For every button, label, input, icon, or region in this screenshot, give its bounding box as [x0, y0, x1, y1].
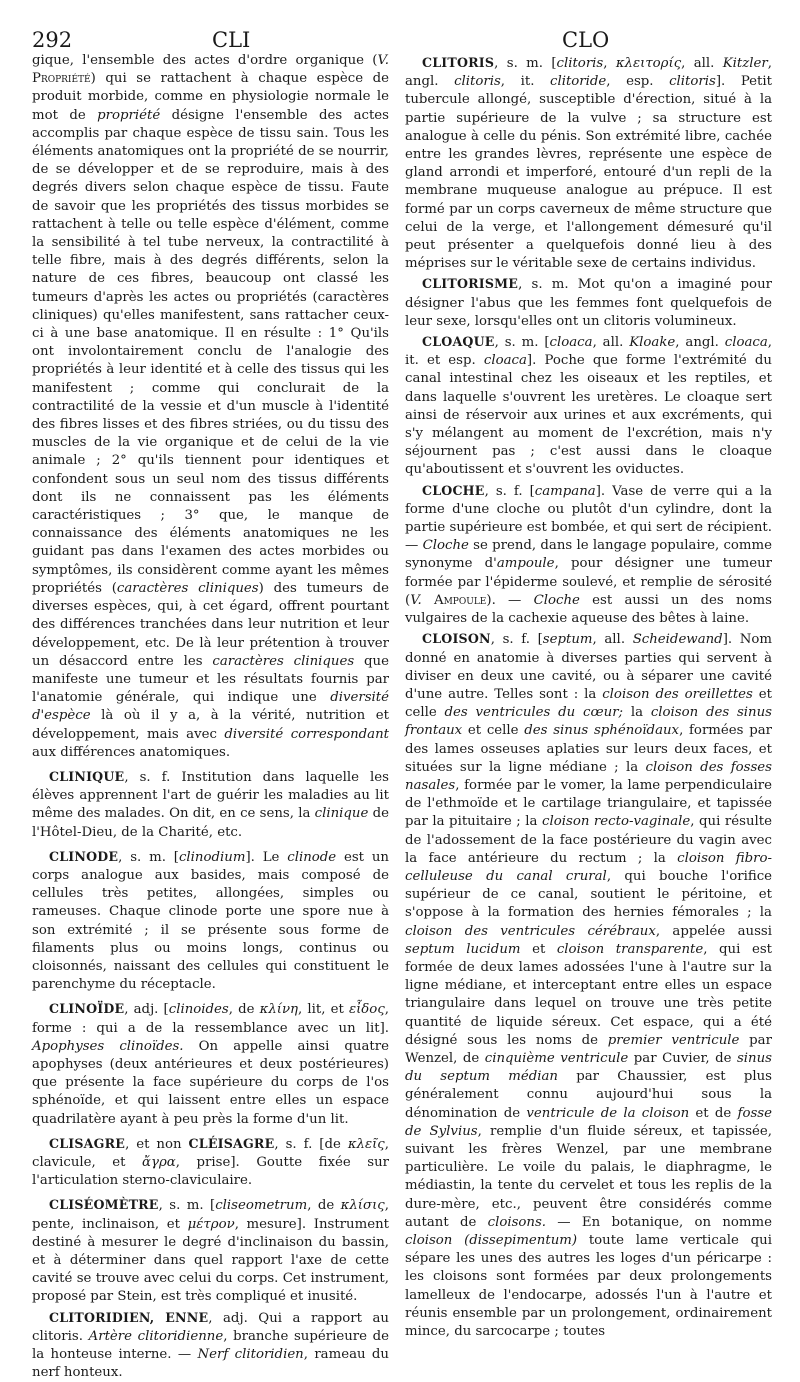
text-run: et [520, 941, 557, 957]
headword: CLÉISAGRE [188, 1135, 275, 1151]
italic-text: cloisons. [487, 1214, 547, 1230]
text-run: , de [307, 1198, 341, 1214]
italic-text: clinode [287, 849, 337, 865]
text-run: de l'Hôtel-Dieu, de la Charité, etc. [32, 806, 389, 840]
text-run: , angl. [405, 56, 772, 90]
text-run: , [603, 56, 616, 71]
text-run: ]. Nom donné en anatomie à diverses parties qui servent à diviser en deux une cavité, ou à séparer une cavité d'une autre. Telles sont : la [405, 632, 773, 702]
text-run: , remplie d'un fluide séreux, et tapissée, suivant les frères Wenzel, par une membrane particulière. Le voile du palais, le diaphragme, le médiastin, la tente du cervelet et tous les replis de la dure-mère, etc., peuvent être considérés comme autant de [405, 1123, 772, 1230]
text-run: , appelée aussi [655, 923, 772, 939]
text-run: la [623, 705, 651, 721]
text-run: par Cuvier, de [628, 1050, 737, 1066]
italic-text: cloison des oreillettes [602, 686, 753, 702]
italic-text: clinique [314, 806, 369, 822]
text-run: , qui est formée de deux lames adossées l'une à l'autre sur la ligne médiane, et interceptant entre elles un espace triangulaire dans lequel on trouve une très petite quantité de liquide séreux. Cet espace, qui a été désigné sous les noms de [405, 941, 772, 1048]
page-number: 292 [32, 28, 73, 52]
text-run: , pour désigner une tumeur formée par l'épiderme soulevé, et remplie de sérosité ( [405, 556, 772, 608]
italic-text: clitoride [550, 74, 607, 90]
entry-cloche [405, 482, 772, 629]
text-run: , s. m. Mot qu'on a imaginé pour désigner l'abus que les femmes font quelquefois de leur sexe, lorsqu'elles ont un clitoris volumineux. [405, 277, 772, 329]
italic-text: V. [410, 592, 422, 608]
text-run: , prise]. Goutte fixée sur l'articulation sterno-claviculaire. [32, 1154, 389, 1189]
entry-cliseometre [32, 1196, 389, 1306]
text-run: , forme : qui a de la ressemblance avec un lit]. [32, 1002, 389, 1036]
text-run: , s. f. Institution dans laquelle les élèves apprennent l'art de guérir les maladies au lit même des malades. On dit, en ce sens, la [32, 769, 389, 822]
entry-clitoridien [32, 1309, 389, 1382]
italic-text: diversité correspondant [224, 726, 389, 742]
italic-text: septum [542, 632, 593, 648]
italic-text: εἶδος [348, 1002, 385, 1018]
text-run: , clavicule, et [32, 1136, 389, 1170]
italic-text: ampoule [496, 556, 555, 572]
entry-cloaque [405, 333, 772, 480]
italic-text: cloaca [549, 335, 593, 351]
entry-clinode [32, 848, 389, 995]
italic-text: Scheidewand [632, 632, 723, 648]
entry-clitoris [405, 54, 772, 273]
text-run: par Chaussier, est plus généralement connu aujourd'hui sous la dénomination de [405, 1069, 772, 1121]
italic-text: cloison transparente [556, 941, 704, 957]
headword: CLINOÏDE [49, 1001, 125, 1017]
text-run: , formées par des lames osseuses aplaties sur leurs deux faces, et situées sur la ligne médiane ; la [405, 723, 772, 775]
text-run: ) qui se rattachent à chaque espèce de produit morbide, comme en physiologie normale le mot de [32, 71, 389, 123]
italic-text: cloison des ventricules cérébraux [405, 923, 656, 939]
text-run: gique, l'ensemble des actes d'ordre organique ( [32, 53, 378, 68]
entry-cloison [405, 630, 772, 1341]
text-run: que manifeste une tumeur et les résultats fournis par l'anatomie générale, qui indique une [32, 653, 389, 706]
headword: CLINODE [49, 848, 119, 864]
italic-text: cliseometrum [215, 1198, 308, 1214]
italic-text: cloaca [724, 335, 768, 351]
text-run: ]. Poche que forme l'extrémité du canal intestinal chez les oiseaux et les reptiles, et dans laquelle s'ouvrent les uretères. Le cloaque sert ainsi de réservoir aux urines et aux excréments, qui s'y mélangent au moment de l'excrétion, mais n'y séjournent pas ; c'est aussi dans le cloaque qu'aboutissent et s'ouvrent les oviductes. [405, 353, 772, 478]
italic-text: fosse de Sylvius [405, 1105, 772, 1139]
text-run: , formée par le vomer, la lame perpendiculaire de l'ethmoïde et le cartilage triangulaire, et tapissée par la pituitaire ; la [405, 777, 772, 830]
italic-text: Cloche [422, 538, 469, 554]
italic-text: κλίσις [340, 1198, 385, 1214]
text-run: ]. Vase de verre qui a la forme d'une cloche ou plutôt d'un cylindre, dont la partie supérieure est bombée, et qui sert de récipient. — [405, 483, 772, 554]
entry-clisagre [32, 1135, 389, 1191]
text-run: , de [228, 1002, 260, 1018]
headword: CLISÉOMÈTRE [49, 1197, 159, 1213]
italic-text: caractères cliniques [212, 653, 355, 669]
text-run: — En botanique, on nomme [546, 1214, 773, 1230]
italic-text: ventricule de la cloison [526, 1105, 690, 1121]
italic-text: septum lucidum [405, 941, 521, 957]
italic-text: propriété [97, 107, 161, 123]
text-run: , s. f. [ [490, 632, 543, 648]
text-run: , mesure]. Instrument destiné à mesurer le degré d'inclinaison du bassin, et à déterminer dans quel rapport l'axe de cette cavité se trouve avec celui du corps. Cet instrument, proposé par Stein, est très compliqué et inusité. [32, 1216, 389, 1305]
italic-text: clitoris [556, 56, 604, 71]
italic-text: caractères cliniques [116, 580, 259, 596]
italic-text: Nerf clitoridien [197, 1347, 304, 1363]
italic-text: cloison fibro-celluleuse du canal crural [405, 850, 772, 884]
text-run: , s. f. [de [274, 1136, 348, 1152]
text-run: , rameau du nerf honteux. [32, 1347, 389, 1381]
italic-text: clinoides [168, 1002, 229, 1018]
text-run: , all. [592, 335, 630, 351]
text-run: , adj. Qui a rapport au clitoris. [32, 1310, 389, 1344]
italic-text: clitoris [454, 74, 501, 90]
text-run: , s. m. [ [494, 56, 557, 71]
italic-text: cloison recto-vaginale [542, 814, 691, 830]
italic-text: κλεῖς [347, 1136, 385, 1152]
italic-text: μέτρον [187, 1216, 235, 1232]
italic-text: κλίνη [259, 1002, 299, 1018]
text-run: ]. Le [245, 849, 288, 865]
text-run: On appelle ainsi quatre apophyses (deux antérieures et deux postérieures) que présente la face supérieure du corps de l'os sphénoïde, et qui laissent entre elles un espace quadrilatère ayant à peu près la forme d'un lit. [32, 1038, 389, 1127]
text-run: , all. [681, 56, 723, 71]
headword: CLISAGRE [49, 1135, 126, 1151]
italic-text: κλειτορίς [615, 56, 682, 71]
small-caps-text: Propriété [32, 71, 91, 87]
text-run: ) des tumeurs de diverses espèces, qui, à cet égard, offrent pourtant des différences tranchées dans leur nutrition et leur développement, etc. De là leur prétention à trouver un désaccord entre les [32, 580, 389, 669]
italic-text: des ventricules du cœur; [444, 705, 624, 721]
text-run: , it. et esp. [405, 335, 773, 369]
italic-text: Artère clitoridienne [88, 1328, 224, 1344]
italic-text: ἄγρα [142, 1154, 176, 1170]
text-run: , pente, inclinaison, et [32, 1198, 389, 1232]
entry-clinoide [32, 1000, 389, 1128]
text-run: , s. f. [ [484, 483, 535, 499]
italic-text: cloison des sinus frontaux [405, 705, 772, 739]
text-run: et celle [462, 723, 525, 739]
text-run: désigne l'ensemble des actes accomplis par chaque espèce de tissu sain. Tous les éléments anatomiques ont la propriété de se nourrir, de se développer et de se reproduire, mais à des degrés divers selon chaque espèce de tissu. Faute de savoir que les propriétés des tissus morbides se rattachent à telle ou telle espèce d'élément, comme la sensibilité à tel tube nerveux, la contractilité à telle fibre, mais à des degrés différents, selon la nature de ces fibres, beaucoup ont classé les tumeurs d'après les actes ou propriétés (caractères cliniques) qu'elles manifestent, sans rattacher ceux-ci à une base anatomique. Il en résulte : 1° Qu'ils ont involontairement conclu de l'analogie des propriétés à leur identité et à celle des tissus qui les manifestent ; comme qui conclurait de la contractilité de la vessie et d'un muscle à l'identité des fibres lisses et des fibres striées, ou du tissu des muscles de la vie organique et de celui de la vie animale ; 2° qu'ils tiennent pour identiques et confondent sous un seul nom des tissus différents dont ils ne connaissent pas les éléments caractéristiques ; 3° que, le manque de connaissance des éléments anatomiques ne les guidant pas dans l'examen des actes morbides ou symptômes, ils considèrent comme ayant les mêmes propriétés ( [32, 107, 390, 596]
headword: CLITORIDIEN, ENNE [49, 1309, 209, 1325]
text-run: , qui bouche l'orifice supérieur de ce canal, soutient le péritoine, et s'oppose à la formation des hernies fémorales ; la [405, 868, 773, 921]
text-run: , s. m. [ [118, 849, 179, 865]
italic-text: Kloake [629, 335, 676, 351]
text-run: , esp. [606, 74, 670, 90]
text-run: ). — [486, 592, 534, 608]
text-run: et celle [405, 686, 772, 721]
italic-text: cloaca [483, 353, 527, 369]
italic-text: V. [377, 53, 389, 68]
right-column [405, 52, 772, 1341]
text-run: là où il y a, à la vérité, nutrition et développement, mais avec [32, 708, 389, 742]
text-run: , s. m. [ [158, 1198, 216, 1214]
continuation-paragraph [32, 52, 389, 762]
italic-text: Cloche [533, 592, 580, 608]
italic-text: des sinus sphénoïdaux [524, 723, 680, 739]
text-run [422, 593, 434, 608]
text-run: , s. m. [ [494, 335, 550, 351]
italic-text: cloison (dissepimentum) [405, 1233, 578, 1248]
text-run: , qui résulte de l'adossement de la face postérieure du vagin avec la face antérieure du rectum ; la [405, 814, 772, 866]
text-run: , all. [592, 632, 633, 648]
headword: CLITORISME [422, 276, 519, 292]
text-run: , adj. [ [124, 1002, 169, 1018]
text-run: est un corps analogue aux basides, mais composé de cellules très petites, allongées, simples ou rameuses. Chaque clinode porte une spore nue à son extrémité ; il se présente sous forme de filaments plus ou moins longs, continus ou cloisonnés, naissant des cellules qui constituent le parenchyme du réceptacle. [32, 849, 389, 993]
italic-text: diversité d'espèce [32, 690, 389, 724]
headword: CLOCHE [422, 482, 485, 498]
headword: CLOISON [422, 631, 491, 647]
italic-text: clinodium [178, 849, 246, 865]
italic-text: Apophyses clinoïdes. [32, 1038, 184, 1054]
headword: CLITORIS [422, 55, 495, 70]
headword: CLOAQUE [422, 334, 495, 350]
italic-text: cloison des fosses nasales [405, 759, 772, 793]
text-run: , et non [125, 1136, 189, 1152]
text-run: et de [689, 1105, 738, 1121]
italic-text: Kitzler [722, 56, 768, 71]
text-run: toute lame verticale qui sépare les unes des autres les loges d'un péricarpe : les cloisons sont formées par deux prolongements lamelleux de l'endocarpe, adossés l'un à l'autre et réunis ensemble par un prolongement, ordinairement mince, du sarcocarpe ; toutes [405, 1233, 772, 1340]
text-run: , branche supérieure de la honteuse interne. — [32, 1328, 390, 1363]
text-run: est aussi un des noms vulgaires de la cachexie aqueuse des bêtes à laine. [405, 592, 772, 627]
italic-text: clitoris [669, 74, 716, 90]
left-column [32, 52, 389, 1382]
text-run: , angl. [675, 335, 725, 351]
text-run: se prend, dans le langage populaire, comme synonyme d' [405, 538, 772, 572]
text-run: , lit, et [298, 1002, 349, 1018]
entry-clitorisme [405, 275, 772, 331]
text-run: , it. [500, 74, 550, 90]
text-run: aux différences anatomiques. [32, 744, 231, 760]
italic-text: cinquième ventricule [484, 1050, 629, 1066]
running-head-right: CLO [562, 28, 610, 52]
italic-text: premier ventricule [607, 1032, 740, 1048]
italic-text: campana [534, 483, 596, 499]
text-run: ]. Petit tubercule allongé, susceptible d'érection, situé à la partie supérieure de la vulve ; sa structure est analogue à celle du pénis. Son extrémité libre, cachée entre les grandes lèvres, représente une espèce de gland arrondi et imperforé, entouré d'un repli de la membrane muqueuse analogue au prépuce. Il est formé par un corps caverneux de même structure que celui de la verge, et l'allongement démesuré qu'il peut présenter a quelquefois donné lieu à des méprises sur le véritable sexe de certains individus. [405, 74, 772, 272]
running-head-left: CLI [212, 28, 251, 52]
entry-clinique [32, 768, 389, 842]
italic-text: sinus du septum médian [405, 1050, 772, 1085]
text-run: par Wenzel, de [405, 1032, 772, 1066]
small-caps-text: Ampoule [433, 592, 487, 608]
headword: CLINIQUE [49, 768, 125, 784]
